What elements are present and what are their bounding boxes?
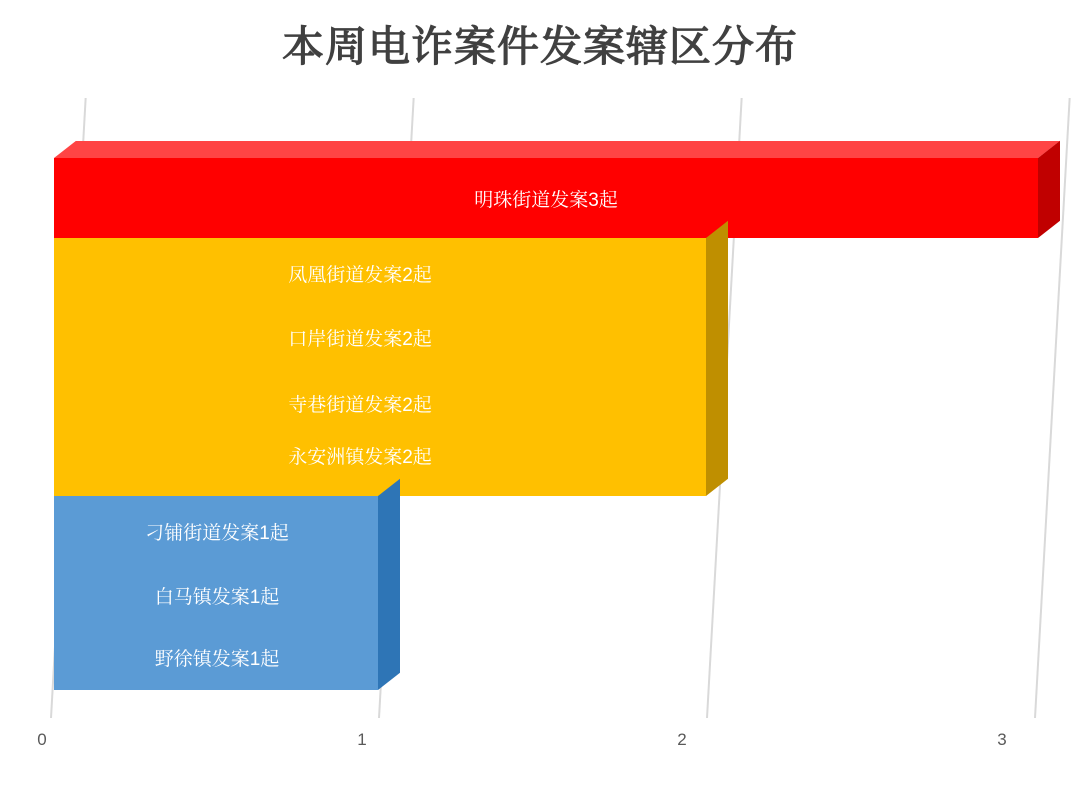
plot-area xyxy=(37,98,1040,758)
bar-top-face-3qi xyxy=(54,141,1060,158)
bar-label-sixiang: 寺巷街道发案2起 xyxy=(288,395,432,416)
bar-side-face-3qi xyxy=(1038,141,1060,238)
x-tick-label-3: 3 xyxy=(997,730,1007,749)
x-tick-label-0: 0 xyxy=(37,730,47,749)
bar-segment-1qi[interactable] xyxy=(54,496,378,690)
bar-side-face-2qi xyxy=(706,221,728,496)
bar-segment-2qi[interactable] xyxy=(54,238,706,496)
bar-label-mingzhu: 明珠街道发案3起 xyxy=(474,189,618,211)
bar-label-yonganzhou: 永安洲镇发案2起 xyxy=(288,447,432,468)
bar-label-baima: 白马镇发案1起 xyxy=(154,587,280,608)
bar-side-face-1qi xyxy=(378,479,400,690)
bar-front-face-3qi xyxy=(54,158,1038,238)
chart-title: 本周电诈案件发案辖区分布 xyxy=(281,23,798,70)
bar-label-fenghuang: 凤凰街道发案2起 xyxy=(288,265,432,286)
x-tick-label-1: 1 xyxy=(357,730,367,749)
bar-label-diaopu: 刁铺街道发案1起 xyxy=(145,523,289,544)
bar-label-yexu: 野徐镇发案1起 xyxy=(154,649,280,670)
x-tick-label-2: 2 xyxy=(677,730,687,749)
bar-label-kouan: 口岸街道发案2起 xyxy=(288,329,432,350)
bar-segment-3qi[interactable] xyxy=(54,158,1038,238)
